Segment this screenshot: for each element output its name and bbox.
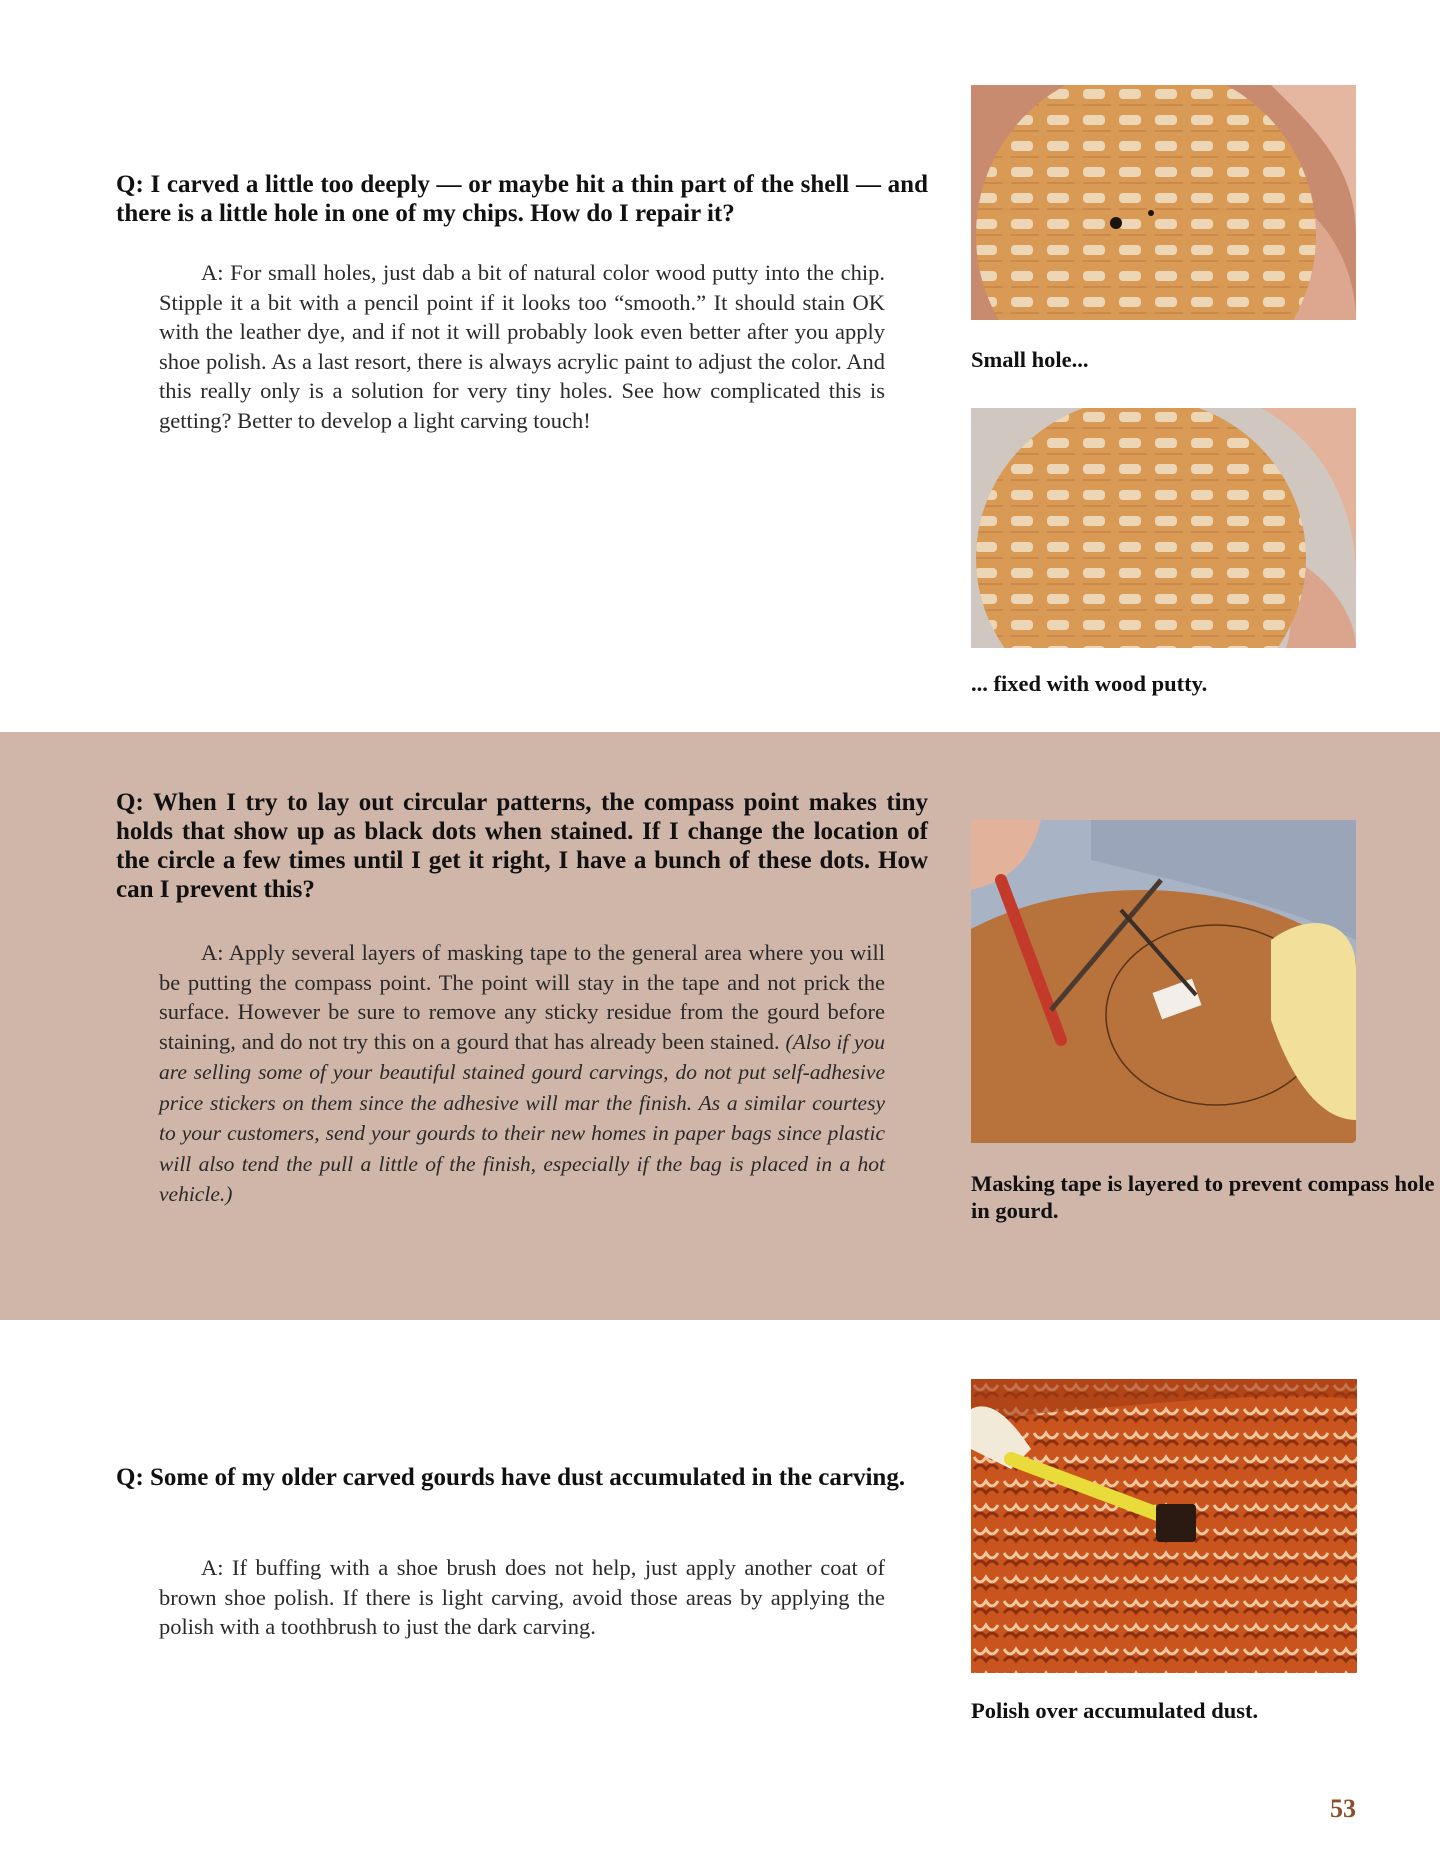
answer-2 bbox=[159, 938, 885, 1210]
answer-1: A: For small holes, just dab a bit of natural color wood putty into the chip. Stipple it a bit with a pencil point if it looks too “smooth.” It should stain OK with the leather dye, and if not it will probably look even better after you apply shoe polish. As a last resort, there is always acrylic paint to adjust the color. And this really only is a solution for very tiny holes. See how complicated this is getting? Better to develop a light carving touch! bbox=[159, 260, 885, 433]
question-2: Q: When I try to lay out circular patterns, the compass point makes tiny holds that show up as black dots when stained. If I change the location of the circle a few times until I get it right, I have a bunch of these dots. How can I prevent this? bbox=[116, 789, 928, 903]
compass-tape-photo bbox=[971, 820, 1356, 1143]
caption-masking-tape: Masking tape is layered to prevent compass hole in gourd. bbox=[971, 1171, 1435, 1223]
question-1: Q: I carved a little too deeply — or maybe hit a thin part of the shell — and there is a little hole in one of my chips. How do I repair it? bbox=[116, 171, 928, 227]
caption-small-hole: Small hole... bbox=[971, 347, 1089, 372]
gourd-fixed-photo bbox=[971, 408, 1356, 648]
caption-fixed: ... fixed with wood putty. bbox=[971, 671, 1208, 696]
answer-3: A: If buffing with a shoe brush does not help, just apply another coat of brown shoe polish. If there is light carving, avoid those areas by applying the polish with a toothbrush to just the dark carving. bbox=[159, 1555, 885, 1639]
toothbrush-polish-photo bbox=[971, 1379, 1357, 1673]
question-3: Q: Some of my older carved gourds have dust accumulated in the carving. bbox=[116, 1464, 906, 1491]
answer-2-text: A: Apply several layers of masking tape to the general area where you will be putting the compass point. The point will stay in the tape and not prick the surface. However be sure to remove any sticky residue from the gourd before staining, and do not try this on a gourd that has already been stained. bbox=[159, 940, 885, 1054]
page-number: 53 bbox=[1330, 1794, 1356, 1823]
answer-2-italic-note: (Also if you are selling some of your beautiful stained gourd carvings, do not put self-adhesive price stickers on them since the adhesive will mar the finish. As a similar courtesy to your customers, send your gourds to their new homes in paper bags since plastic will also tend the pull a little of the finish, especially if the bag is placed in a hot vehicle.) bbox=[159, 1029, 886, 1206]
gourd-hole-photo bbox=[971, 85, 1356, 320]
caption-polish: Polish over accumulated dust. bbox=[971, 1698, 1259, 1723]
